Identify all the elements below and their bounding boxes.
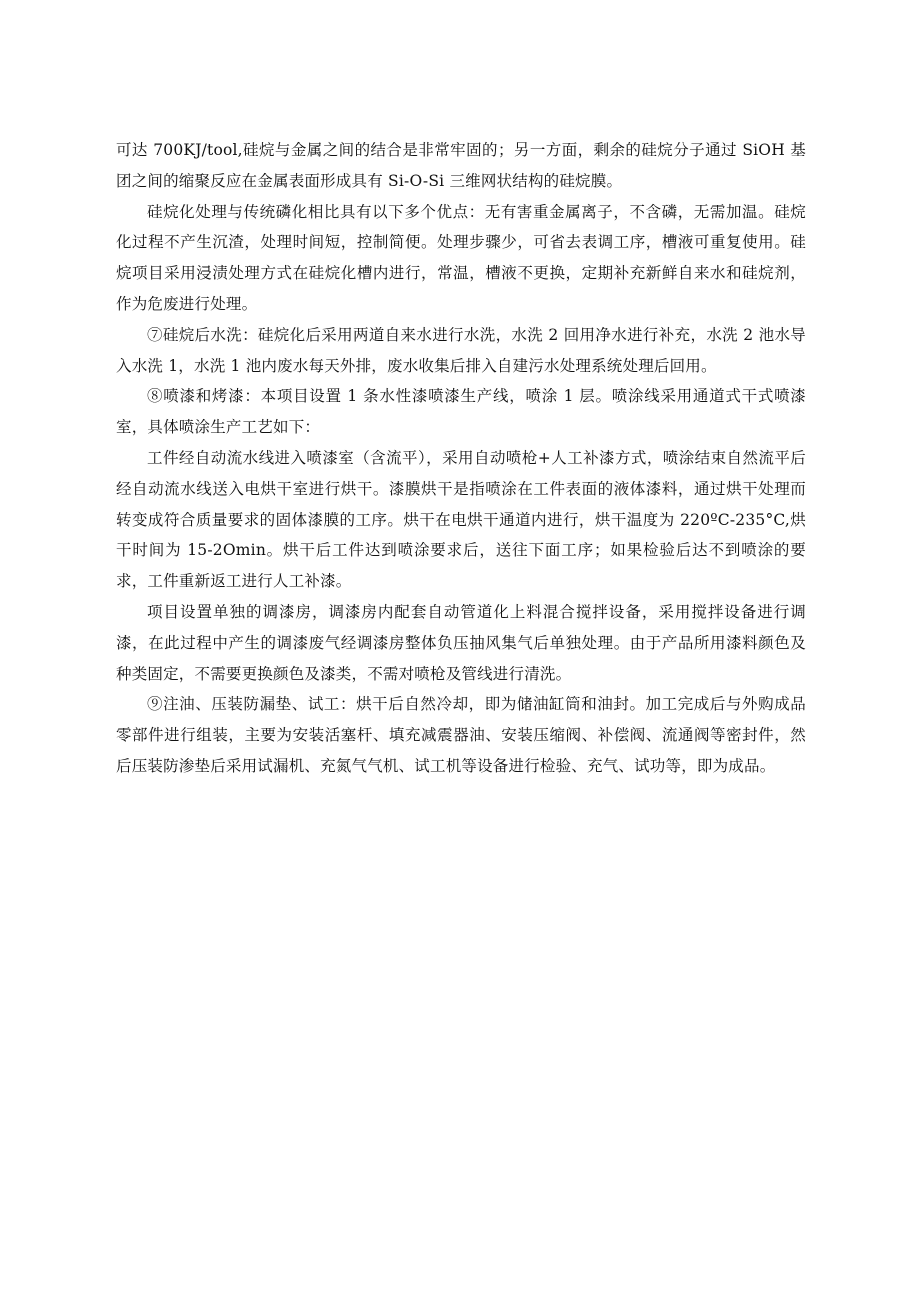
document-body xyxy=(116,135,806,782)
paragraph-paint-mixing-room: 项目设置单独的调漆房，调漆房内配套自动管道化上料混合搅拌设备，采用搅拌设备进行调漆，在此过程中产生的调漆废气经调漆房整体负压抽风集气后单独处理。由于产品所用漆料颜色及种类固定，不需要更换颜色及漆类，不需对喷枪及管线进行清洗。 xyxy=(116,602,806,683)
paragraph-silane-advantages: 硅烷化处理与传统磷化相比具有以下多个优点：无有害重金属离子，不含磷，无需加温。硅烷化过程不产生沉渣，处理时间短，控制简便。处理步骤少，可省去表调工序，槽液可重复使用。硅烷项目采用浸渍处理方式在硅烷化槽内进行，常温，槽液不更换，定期补充新鲜自来水和硅烷剂，作为危废进行处理。 xyxy=(116,202,806,313)
paragraph-painting-baking: ⑧喷漆和烤漆：本项目设置 1 条水性漆喷漆生产线，喷涂 1 层。喷涂线采用通道式干式喷漆室，具体喷涂生产工艺如下： xyxy=(116,387,806,437)
paragraph-painting-process: 工件经自动流水线进入喷漆室（含流平），采用自动喷枪+人工补漆方式，喷涂结束自然流平后经自动流水线送入电烘干室进行烘干。漆膜烘干是指喷涂在工件表面的液体漆料，通过烘干处理而转变成符合质量要求的固体漆膜的工序。烘干在电烘干通道内进行，烘干温度为 220ºC-235°C,烘干时间为 15-2Omin。烘干后工件达到喷涂要求后，送往下面工序；如果检验后达不到喷涂的要求，工件重新返工进行人工补漆。 xyxy=(116,448,806,591)
paragraph-post-silane-rinse: ⑦硅烷后水洗：硅烷化后采用两道自来水进行水洗，水洗 2 回用净水进行补充，水洗 2 池水导入水洗 1，水洗 1 池内废水每天外排，废水收集后排入自建污水处理系统处理后回用。 xyxy=(116,325,806,375)
paragraph-oiling-assembly: ⑨注油、压装防漏垫、试工：烘干后自然冷却，即为储油缸筒和油封。加工完成后与外购成品零部件进行组装，主要为安装活塞杆、填充减震器油、安装压缩阀、补偿阀、流通阀等密封件，然后压装防渗垫后采用试漏机、充氮气气机、试工机等设备进行检验、充气、试功等，即为成品。 xyxy=(116,695,806,775)
paragraph-silane-bond: 可达 700KJ/tool,硅烷与金属之间的结合是非常牢固的；另一方面，剩余的硅烷分子通过 SiOH 基团之间的缩聚反应在金属表面形成具有 Si-O-Si 三维网状结构的硅烷膜。 xyxy=(116,141,806,190)
